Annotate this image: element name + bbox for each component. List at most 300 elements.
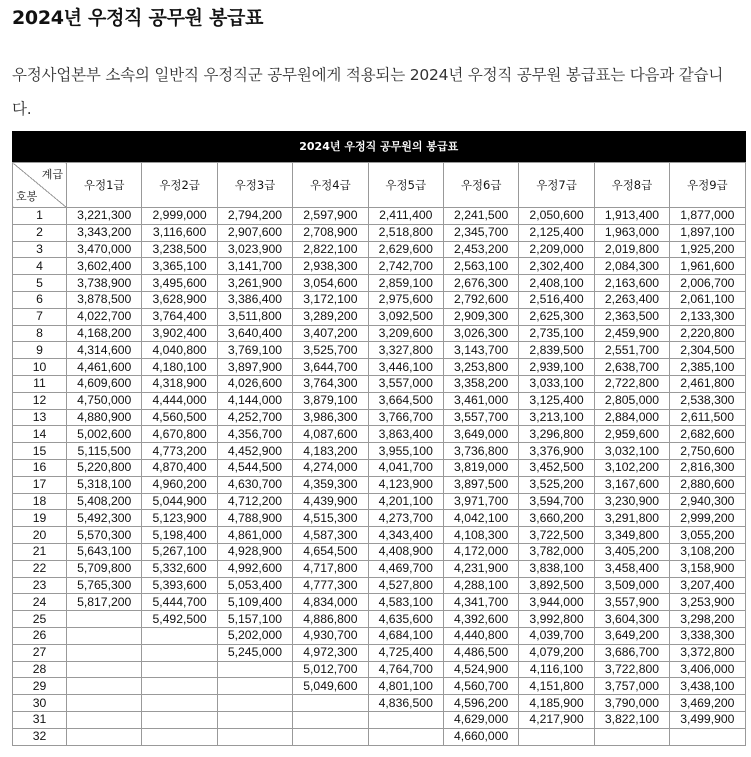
salary-cell: 5,492,300 [67, 510, 142, 527]
salary-cell [67, 644, 142, 661]
salary-cell: 2,939,100 [519, 359, 594, 376]
salary-cell [368, 728, 443, 745]
step-cell: 24 [13, 594, 67, 611]
salary-cell: 1,913,400 [594, 208, 669, 225]
salary-cell [67, 728, 142, 745]
salary-cell: 3,458,400 [594, 560, 669, 577]
salary-cell: 5,393,600 [142, 577, 217, 594]
step-cell: 1 [13, 208, 67, 225]
salary-cell: 4,773,200 [142, 443, 217, 460]
salary-cell: 4,992,600 [217, 560, 292, 577]
salary-cell: 3,289,200 [293, 308, 368, 325]
salary-cell: 3,209,600 [368, 325, 443, 342]
salary-cell: 3,822,100 [594, 711, 669, 728]
salary-cell: 3,757,000 [594, 678, 669, 695]
salary-cell: 3,525,200 [519, 476, 594, 493]
step-cell: 20 [13, 527, 67, 544]
salary-cell: 4,777,300 [293, 577, 368, 594]
salary-cell: 2,538,300 [670, 392, 745, 409]
salary-cell: 2,999,200 [670, 510, 745, 527]
salary-cell: 4,231,900 [443, 560, 518, 577]
salary-cell: 2,938,300 [293, 258, 368, 275]
salary-cell: 3,649,200 [594, 627, 669, 644]
salary-cell: 3,327,800 [368, 342, 443, 359]
salary-cell: 5,044,900 [142, 493, 217, 510]
salary-cell: 2,551,700 [594, 342, 669, 359]
salary-cell: 2,940,300 [670, 493, 745, 510]
salary-cell: 4,972,300 [293, 644, 368, 661]
salary-cell: 5,267,100 [142, 543, 217, 560]
salary-cell: 4,880,900 [67, 409, 142, 426]
salary-cell: 2,625,300 [519, 308, 594, 325]
salary-cell: 3,722,500 [519, 527, 594, 544]
salary-cell: 4,108,300 [443, 527, 518, 544]
table-row [13, 543, 746, 560]
salary-cell: 4,960,200 [142, 476, 217, 493]
salary-cell: 3,386,400 [217, 291, 292, 308]
step-cell: 12 [13, 392, 67, 409]
table-row [13, 392, 746, 409]
salary-cell: 3,640,400 [217, 325, 292, 342]
table-row [13, 375, 746, 392]
salary-cell: 4,172,000 [443, 543, 518, 560]
table-row [13, 611, 746, 628]
intro-paragraph: 우정사업본부 소속의 일반직 우정직군 공무원에게 적용되는 2024년 우정직 공무원 봉급표는 다음과 같습니다. [12, 66, 724, 118]
salary-cell: 1,925,200 [670, 241, 745, 258]
salary-cell: 2,597,900 [293, 208, 368, 225]
table-row [13, 325, 746, 342]
salary-cell: 2,735,100 [519, 325, 594, 342]
salary-cell: 3,644,700 [293, 359, 368, 376]
salary-cell: 3,376,900 [519, 443, 594, 460]
salary-cell: 2,363,500 [594, 308, 669, 325]
salary-cell: 3,838,100 [519, 560, 594, 577]
salary-cell: 5,643,100 [67, 543, 142, 560]
salary-cell: 3,902,400 [142, 325, 217, 342]
salary-cell: 4,144,000 [217, 392, 292, 409]
salary-cell: 3,116,600 [142, 224, 217, 241]
salary-cell: 2,411,400 [368, 208, 443, 225]
salary-cell: 5,765,300 [67, 577, 142, 594]
salary-cell: 3,955,100 [368, 443, 443, 460]
salary-cell: 1,963,000 [594, 224, 669, 241]
salary-cell: 3,649,000 [443, 426, 518, 443]
step-cell: 30 [13, 695, 67, 712]
step-cell: 13 [13, 409, 67, 426]
salary-cell: 5,408,200 [67, 493, 142, 510]
salary-cell: 3,291,800 [594, 510, 669, 527]
table-row [13, 510, 746, 527]
salary-cell: 2,975,600 [368, 291, 443, 308]
salary-cell: 2,708,900 [293, 224, 368, 241]
salary-cell [67, 611, 142, 628]
step-cell: 23 [13, 577, 67, 594]
salary-cell: 2,999,000 [142, 208, 217, 225]
salary-cell: 3,102,200 [594, 459, 669, 476]
salary-cell: 4,452,900 [217, 443, 292, 460]
salary-cell: 4,151,800 [519, 678, 594, 695]
salary-cell: 4,629,000 [443, 711, 518, 728]
salary-cell: 4,670,800 [142, 426, 217, 443]
salary-cell: 2,084,300 [594, 258, 669, 275]
salary-cell: 3,511,800 [217, 308, 292, 325]
salary-cell: 4,469,700 [368, 560, 443, 577]
salary-cell: 4,444,000 [142, 392, 217, 409]
salary-cell: 2,750,600 [670, 443, 745, 460]
salary-cell: 4,168,200 [67, 325, 142, 342]
salary-cell: 3,764,400 [142, 308, 217, 325]
salary-cell: 2,304,500 [670, 342, 745, 359]
salary-cell [142, 644, 217, 661]
step-cell: 7 [13, 308, 67, 325]
table-row [13, 728, 746, 745]
salary-cell: 3,349,800 [594, 527, 669, 544]
salary-cell: 4,515,300 [293, 510, 368, 527]
page-title: 2024년 우정직 공무원 봉급표 [12, 7, 264, 29]
salary-cell [217, 711, 292, 728]
salary-cell: 2,909,300 [443, 308, 518, 325]
salary-cell: 4,039,700 [519, 627, 594, 644]
salary-cell: 4,408,900 [368, 543, 443, 560]
salary-cell: 1,961,600 [670, 258, 745, 275]
salary-cell [293, 711, 368, 728]
salary-cell: 4,544,500 [217, 459, 292, 476]
table-row [13, 409, 746, 426]
salary-cell: 3,092,500 [368, 308, 443, 325]
table-row [13, 627, 746, 644]
salary-cell: 3,628,900 [142, 291, 217, 308]
step-cell: 15 [13, 443, 67, 460]
salary-cell: 2,629,600 [368, 241, 443, 258]
step-cell: 32 [13, 728, 67, 745]
salary-cell: 3,878,500 [67, 291, 142, 308]
table-row [13, 459, 746, 476]
grade-header: 우정7급 [519, 163, 594, 208]
table-row [13, 359, 746, 376]
salary-cell: 4,314,600 [67, 342, 142, 359]
salary-cell: 5,220,800 [67, 459, 142, 476]
salary-cell: 2,638,700 [594, 359, 669, 376]
table-row [13, 695, 746, 712]
salary-cell: 4,609,600 [67, 375, 142, 392]
grade-header: 우정4급 [293, 163, 368, 208]
salary-cell: 4,273,700 [368, 510, 443, 527]
salary-cell: 3,213,100 [519, 409, 594, 426]
table-row [13, 208, 746, 225]
salary-cell: 4,318,900 [142, 375, 217, 392]
salary-cell: 4,274,000 [293, 459, 368, 476]
salary-cell: 4,560,500 [142, 409, 217, 426]
salary-cell: 3,604,300 [594, 611, 669, 628]
table-row [13, 661, 746, 678]
salary-cell: 3,557,700 [443, 409, 518, 426]
salary-cell: 4,725,400 [368, 644, 443, 661]
salary-cell: 5,245,000 [217, 644, 292, 661]
salary-cell: 2,241,500 [443, 208, 518, 225]
salary-cell: 3,230,900 [594, 493, 669, 510]
table-row [13, 241, 746, 258]
salary-cell: 3,172,100 [293, 291, 368, 308]
salary-cell: 3,892,500 [519, 577, 594, 594]
salary-cell: 2,263,400 [594, 291, 669, 308]
step-cell: 22 [13, 560, 67, 577]
salary-cell: 4,654,500 [293, 543, 368, 560]
salary-cell: 2,859,100 [368, 275, 443, 292]
salary-cell: 3,253,800 [443, 359, 518, 376]
step-cell: 19 [13, 510, 67, 527]
salary-cell: 4,356,700 [217, 426, 292, 443]
salary-cell [142, 728, 217, 745]
step-cell: 3 [13, 241, 67, 258]
salary-cell: 2,163,600 [594, 275, 669, 292]
salary-cell: 4,180,100 [142, 359, 217, 376]
salary-cell: 3,686,700 [594, 644, 669, 661]
salary-cell [519, 728, 594, 745]
salary-cell: 4,861,000 [217, 527, 292, 544]
salary-cell: 5,444,700 [142, 594, 217, 611]
table-row [13, 678, 746, 695]
salary-cell: 3,986,300 [293, 409, 368, 426]
salary-cell: 3,253,900 [670, 594, 745, 611]
salary-cell [67, 661, 142, 678]
salary-cell: 2,061,100 [670, 291, 745, 308]
salary-cell: 1,897,100 [670, 224, 745, 241]
salary-cell: 5,709,800 [67, 560, 142, 577]
salary-cell: 4,461,600 [67, 359, 142, 376]
salary-cell: 3,343,200 [67, 224, 142, 241]
table-row [13, 275, 746, 292]
salary-cell: 5,817,200 [67, 594, 142, 611]
header-row [13, 163, 746, 208]
salary-cell: 3,557,900 [594, 594, 669, 611]
salary-cell: 4,684,100 [368, 627, 443, 644]
salary-cell: 5,115,500 [67, 443, 142, 460]
salary-cell: 3,782,000 [519, 543, 594, 560]
salary-cell: 4,288,100 [443, 577, 518, 594]
table-row [13, 308, 746, 325]
salary-cell: 5,012,700 [293, 661, 368, 678]
salary-cell: 3,660,200 [519, 510, 594, 527]
salary-cell: 5,049,600 [293, 678, 368, 695]
salary-cell: 4,630,700 [217, 476, 292, 493]
table-row [13, 644, 746, 661]
salary-cell [67, 695, 142, 712]
step-cell: 16 [13, 459, 67, 476]
salary-cell: 3,863,400 [368, 426, 443, 443]
salary-cell: 4,217,900 [519, 711, 594, 728]
salary-cell: 2,884,000 [594, 409, 669, 426]
salary-cell: 4,886,800 [293, 611, 368, 628]
salary-cell: 5,202,000 [217, 627, 292, 644]
salary-cell: 4,359,300 [293, 476, 368, 493]
salary-cell: 3,141,700 [217, 258, 292, 275]
table-row [13, 258, 746, 275]
salary-cell: 2,345,700 [443, 224, 518, 241]
salary-cell [293, 728, 368, 745]
salary-cell: 2,133,300 [670, 308, 745, 325]
salary-cell: 3,992,800 [519, 611, 594, 628]
salary-cell: 4,928,900 [217, 543, 292, 560]
salary-cell: 4,801,100 [368, 678, 443, 695]
salary-cell: 4,026,600 [217, 375, 292, 392]
salary-cell: 3,525,700 [293, 342, 368, 359]
salary-cell: 3,509,000 [594, 577, 669, 594]
salary-cell: 3,026,300 [443, 325, 518, 342]
table-row [13, 527, 746, 544]
salary-cell [142, 661, 217, 678]
salary-cell: 2,792,600 [443, 291, 518, 308]
step-cell: 11 [13, 375, 67, 392]
salary-cell: 4,635,600 [368, 611, 443, 628]
table-row [13, 493, 746, 510]
salary-cell: 3,495,600 [142, 275, 217, 292]
step-cell: 8 [13, 325, 67, 342]
salary-cell: 4,183,200 [293, 443, 368, 460]
salary-cell: 2,006,700 [670, 275, 745, 292]
step-cell: 21 [13, 543, 67, 560]
salary-cell: 2,209,000 [519, 241, 594, 258]
salary-cell: 3,167,600 [594, 476, 669, 493]
salary-cell: 2,516,400 [519, 291, 594, 308]
salary-cell: 4,596,200 [443, 695, 518, 712]
salary-cell: 2,220,800 [670, 325, 745, 342]
grade-header: 우정5급 [368, 163, 443, 208]
salary-cell: 4,041,700 [368, 459, 443, 476]
salary-cell [670, 728, 745, 745]
salary-cell: 2,742,700 [368, 258, 443, 275]
grade-header: 우정2급 [142, 163, 217, 208]
corner-header [13, 163, 67, 208]
salary-cell: 1,877,000 [670, 208, 745, 225]
step-cell: 18 [13, 493, 67, 510]
salary-cell [142, 627, 217, 644]
salary-cell: 3,664,500 [368, 392, 443, 409]
salary-cell: 2,302,400 [519, 258, 594, 275]
salary-cell: 2,722,800 [594, 375, 669, 392]
salary-cell: 3,238,500 [142, 241, 217, 258]
salary-cell: 4,022,700 [67, 308, 142, 325]
salary-cell [368, 711, 443, 728]
salary-cell: 3,023,900 [217, 241, 292, 258]
step-cell: 27 [13, 644, 67, 661]
step-cell: 9 [13, 342, 67, 359]
salary-cell: 5,109,400 [217, 594, 292, 611]
salary-cell: 4,252,700 [217, 409, 292, 426]
salary-cell: 3,372,800 [670, 644, 745, 661]
table-body [13, 208, 746, 746]
step-cell: 26 [13, 627, 67, 644]
salary-cell: 2,461,800 [670, 375, 745, 392]
salary-cell: 3,446,100 [368, 359, 443, 376]
salary-cell: 3,221,300 [67, 208, 142, 225]
salary-cell: 5,198,400 [142, 527, 217, 544]
salary-cell: 3,338,300 [670, 627, 745, 644]
salary-cell: 3,897,500 [443, 476, 518, 493]
salary-cell: 4,870,400 [142, 459, 217, 476]
salary-cell: 5,332,600 [142, 560, 217, 577]
step-cell: 10 [13, 359, 67, 376]
salary-cell [217, 695, 292, 712]
grade-header: 우정9급 [670, 163, 745, 208]
salary-cell: 2,794,200 [217, 208, 292, 225]
step-cell: 5 [13, 275, 67, 292]
salary-cell: 4,392,600 [443, 611, 518, 628]
salary-cell [67, 711, 142, 728]
salary-cell: 4,439,900 [293, 493, 368, 510]
salary-cell: 3,158,900 [670, 560, 745, 577]
salary-cell: 4,116,100 [519, 661, 594, 678]
salary-cell: 2,907,600 [217, 224, 292, 241]
salary-cell: 4,788,900 [217, 510, 292, 527]
grade-header: 우정8급 [594, 163, 669, 208]
salary-cell: 4,343,400 [368, 527, 443, 544]
salary-cell: 3,557,000 [368, 375, 443, 392]
salary-cell: 2,822,100 [293, 241, 368, 258]
salary-cell: 3,738,900 [67, 275, 142, 292]
salary-cell: 2,563,100 [443, 258, 518, 275]
salary-cell: 3,055,200 [670, 527, 745, 544]
salary-cell: 4,123,900 [368, 476, 443, 493]
salary-cell: 3,594,700 [519, 493, 594, 510]
salary-cell: 4,560,700 [443, 678, 518, 695]
salary-cell: 3,054,600 [293, 275, 368, 292]
salary-cell: 4,930,700 [293, 627, 368, 644]
salary-cell [142, 711, 217, 728]
salary-cell: 3,405,200 [594, 543, 669, 560]
step-cell: 4 [13, 258, 67, 275]
salary-cell: 3,358,200 [443, 375, 518, 392]
salary-cell: 4,712,200 [217, 493, 292, 510]
salary-cell: 2,805,000 [594, 392, 669, 409]
salary-cell: 2,816,300 [670, 459, 745, 476]
salary-cell [217, 678, 292, 695]
table-row [13, 476, 746, 493]
salary-cell: 2,518,800 [368, 224, 443, 241]
salary-cell [594, 728, 669, 745]
salary-cell: 2,453,200 [443, 241, 518, 258]
grade-header: 우정3급 [217, 163, 292, 208]
table-row [13, 594, 746, 611]
step-cell: 31 [13, 711, 67, 728]
salary-cell [67, 678, 142, 695]
salary-table [12, 131, 746, 746]
salary-cell: 3,879,100 [293, 392, 368, 409]
salary-cell: 3,470,000 [67, 241, 142, 258]
step-cell: 2 [13, 224, 67, 241]
salary-cell: 3,365,100 [142, 258, 217, 275]
salary-cell: 3,897,900 [217, 359, 292, 376]
salary-cell: 3,769,100 [217, 342, 292, 359]
salary-cell: 3,296,800 [519, 426, 594, 443]
salary-cell: 5,123,900 [142, 510, 217, 527]
salary-cell: 3,207,400 [670, 577, 745, 594]
salary-cell: 2,959,600 [594, 426, 669, 443]
salary-cell [142, 678, 217, 695]
salary-cell: 4,042,100 [443, 510, 518, 527]
salary-cell: 3,261,900 [217, 275, 292, 292]
table-row [13, 342, 746, 359]
salary-cell: 3,736,800 [443, 443, 518, 460]
salary-cell: 4,660,000 [443, 728, 518, 745]
salary-cell: 4,201,100 [368, 493, 443, 510]
salary-cell: 3,499,900 [670, 711, 745, 728]
salary-cell: 4,527,800 [368, 577, 443, 594]
salary-cell: 3,108,200 [670, 543, 745, 560]
salary-cell: 3,971,700 [443, 493, 518, 510]
grade-header: 우정6급 [443, 163, 518, 208]
salary-cell: 2,611,500 [670, 409, 745, 426]
salary-cell: 3,469,200 [670, 695, 745, 712]
